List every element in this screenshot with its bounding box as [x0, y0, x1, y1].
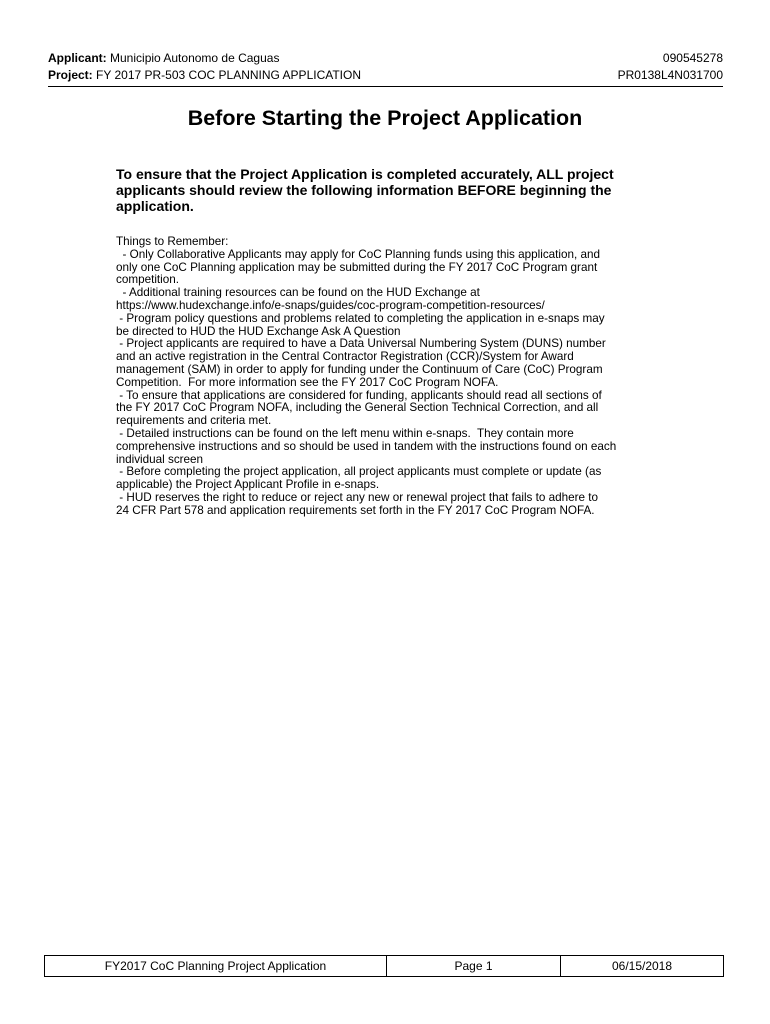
applicant-row [48, 50, 723, 67]
project-label: Project: [48, 68, 93, 82]
body-line: the FY 2017 CoC Program NOFA, including the General Section Technical Correction, and all [116, 401, 599, 415]
applicant-label: Applicant: [48, 51, 107, 65]
body-line: Competition. For more information see the FY 2017 CoC Program NOFA. [116, 375, 499, 389]
project-id: PR0138L4N031700 [617, 68, 723, 82]
page-footer [44, 955, 724, 977]
body-line: only one CoC Planning application may be submitted during the FY 2017 CoC Program grant [116, 260, 598, 274]
footer-page-number: Page 1 [386, 956, 560, 976]
page-title: Before Starting the Project Application [187, 106, 583, 130]
project-row [48, 67, 723, 84]
body-line: - Detailed instructions can be found on the left menu within e-snaps. They contain more [116, 426, 574, 440]
applicant-name: Municipio Autonomo de Caguas [110, 51, 280, 65]
applicant-id: 090545278 [662, 51, 723, 65]
body-line: - HUD reserves the right to reduce or reject any new or renewal project that fails to adhere to [116, 490, 599, 504]
footer-date: 06/15/2018 [560, 956, 723, 976]
body-line: Things to Remember: [116, 235, 229, 248]
footer-document-name: FY2017 CoC Planning Project Application [104, 959, 327, 973]
body-line-link: https://www.hudexchange.info/e-snaps/guides/coc-program-competition-resources/ [116, 298, 545, 312]
header-divider [48, 86, 723, 87]
project-name: FY 2017 PR-503 COC PLANNING APPLICATION [96, 68, 362, 82]
body-line: - To ensure that applications are considered for funding, applicants should read all sections of [116, 388, 602, 402]
body-line: requirements and criteria met. [116, 414, 272, 428]
document-header [48, 50, 723, 84]
body-line: be directed to HUD the HUD Exchange Ask A Question [116, 324, 401, 338]
applicant-info [48, 50, 279, 67]
body-line: comprehensive instructions and so should be used in tandem with the instructions found on each [116, 439, 617, 453]
body-line: and an active registration in the Central Contractor Registration (CCR)/System for Award [116, 350, 574, 364]
body-line: - Program policy questions and problems related to completing the application in e-snaps may [116, 311, 605, 325]
body-line: applicable) the Project Applicant Profile in e-snaps. [116, 478, 380, 492]
body-line: competition. [116, 273, 180, 287]
project-info [48, 67, 361, 84]
instructions-body [116, 236, 661, 518]
body-line: 24 CFR Part 578 and application requirements set forth in the FY 2017 CoC Program NOFA. [116, 503, 595, 517]
body-line: - Project applicants are required to have a Data Universal Numbering System (DUNS) number [116, 337, 606, 351]
body-line: - Before completing the project application, all project applicants must complete or update (as [116, 465, 602, 479]
body-line: - Additional training resources can be found on the HUD Exchange at [116, 286, 480, 300]
body-line: individual screen [116, 452, 204, 466]
body-line: management (SAM) in order to apply for funding under the Continuum of Care (CoC) Program [116, 362, 603, 376]
intro-paragraph: To ensure that the Project Application is completed accurately, ALL project applicants should review the following information BEFORE beginning the application. [116, 166, 614, 214]
body-line: - Only Collaborative Applicants may apply for CoC Planning funds using this application, and [116, 247, 601, 261]
